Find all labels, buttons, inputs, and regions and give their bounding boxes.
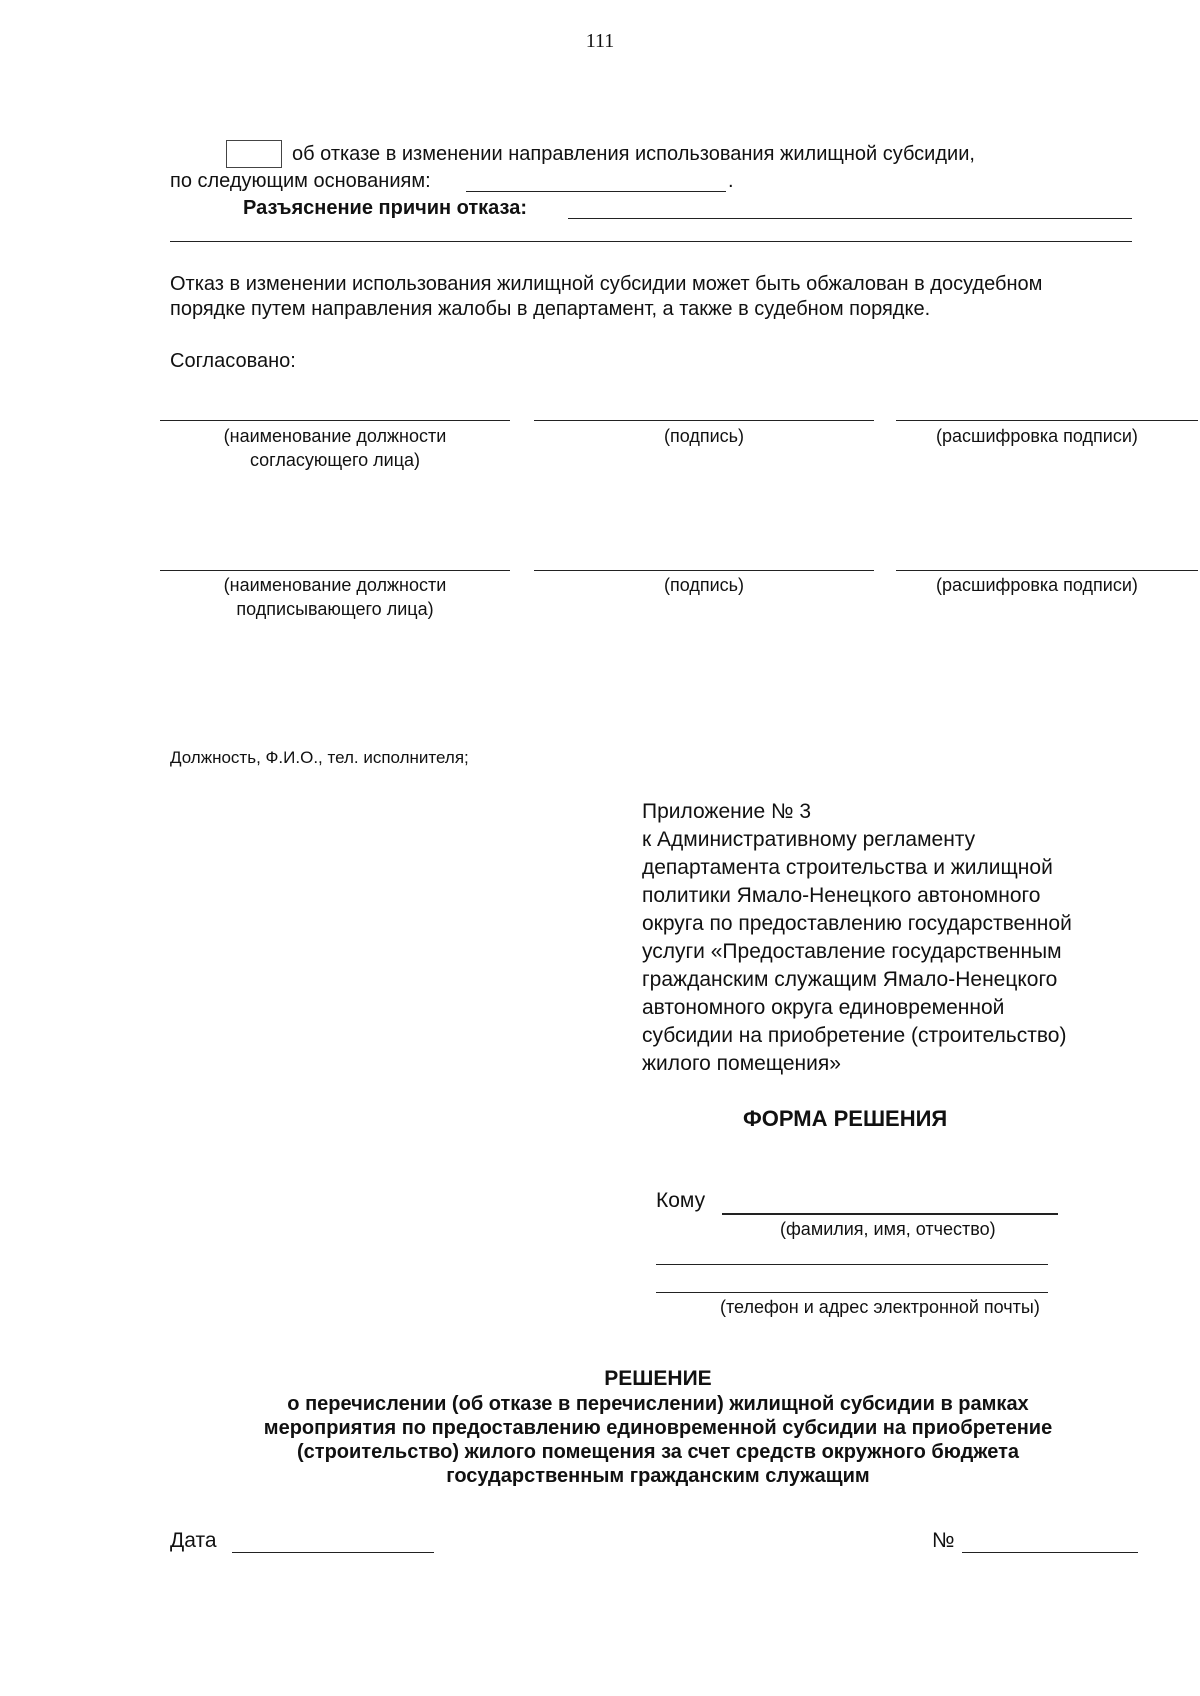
- recipient-name-field[interactable]: [722, 1213, 1058, 1215]
- appendix-line: округа по предоставлению государственной: [642, 912, 1072, 935]
- decoding-caption-1: (расшифровка подписи): [936, 426, 1138, 446]
- page-number: 111: [585, 30, 615, 52]
- decision-text: [160, 1392, 1156, 1488]
- decoding-caption-2: (расшифровка подписи): [936, 575, 1138, 595]
- number-label: №: [932, 1529, 955, 1552]
- form-title: ФОРМА РЕШЕНИЯ: [743, 1106, 948, 1131]
- recipient-contact-caption: (телефон и адрес электронной почты): [720, 1297, 1040, 1317]
- signature-caption-2: (подпись): [663, 575, 745, 595]
- decision-line: мероприятия по предоставлению единовременной субсидии на приобретение: [263, 1417, 1053, 1439]
- decision-title: РЕШЕНИЕ: [604, 1367, 712, 1390]
- refusal-explanation-label: Разъяснение причин отказа:: [243, 197, 528, 219]
- appendix-block: [642, 798, 1182, 1078]
- refusal-grounds-label: по следующим основаниям:: [170, 170, 431, 192]
- position-caption-1a: (наименование должности: [223, 426, 447, 446]
- appendix-line: жилого помещения»: [642, 1052, 841, 1075]
- appendix-line: субсидии на приобретение (строительство): [642, 1024, 1067, 1047]
- date-label: Дата: [170, 1529, 217, 1552]
- decision-line: государственным гражданским служащим: [446, 1465, 870, 1487]
- appendix-line: к Административному регламенту: [642, 828, 976, 851]
- appendix-line: департамента строительства и жилищной: [642, 856, 1053, 879]
- recipient-extra-field[interactable]: [656, 1264, 1048, 1265]
- refusal-checkbox[interactable]: [226, 140, 282, 168]
- refusal-option-text: об отказе в изменении направления использования жилищной субсидии,: [292, 143, 975, 165]
- decision-line: о перечислении (об отказе в перечислении) жилищной субсидии в рамках: [287, 1393, 1029, 1415]
- executor-label: Должность, Ф.И.О., тел. исполнителя;: [170, 748, 469, 767]
- refusal-grounds-end: .: [728, 170, 734, 192]
- signature-caption-1: (подпись): [663, 426, 745, 446]
- position-caption-2a: (наименование должности: [223, 575, 447, 595]
- agreed-label: Согласовано:: [170, 350, 296, 372]
- decision-line: (строительство) жилого помещения за счет средств окружного бюджета: [296, 1441, 1019, 1463]
- appendix-line: автономного округа единовременной: [642, 996, 1005, 1019]
- appendix-line: Приложение № 3: [642, 800, 812, 823]
- refusal-grounds-field[interactable]: [466, 191, 726, 192]
- signature-line-2[interactable]: [534, 570, 874, 571]
- appendix-line: гражданским служащим Ямало-Ненецкого: [642, 968, 1058, 991]
- appendix-line: политики Ямало-Ненецкого автономного: [642, 884, 1041, 907]
- appeal-text-line-2: порядке путем направления жалобы в департамент, а также в судебном порядке.: [170, 298, 931, 320]
- appendix-line: услуги «Предоставление государственным: [642, 940, 1062, 963]
- recipient-to-label: Кому: [656, 1189, 706, 1212]
- position-caption-1b: согласующего лица): [249, 450, 421, 470]
- refusal-explanation-field-2[interactable]: [170, 241, 1132, 242]
- number-field[interactable]: [962, 1552, 1138, 1553]
- position-line-1[interactable]: [160, 420, 510, 421]
- signature-line-1[interactable]: [534, 420, 874, 421]
- position-caption-2b: подписывающего лица): [236, 599, 434, 619]
- appeal-text-line-1: Отказ в изменении использования жилищной субсидии может быть обжалован в досудебном: [170, 273, 1043, 295]
- recipient-contact-field[interactable]: [656, 1292, 1048, 1293]
- date-field[interactable]: [232, 1552, 434, 1553]
- decoding-line-1[interactable]: [896, 420, 1198, 421]
- decoding-line-2[interactable]: [896, 570, 1198, 571]
- position-line-2[interactable]: [160, 570, 510, 571]
- refusal-explanation-field[interactable]: [568, 218, 1132, 219]
- recipient-name-caption: (фамилия, имя, отчество): [780, 1219, 996, 1239]
